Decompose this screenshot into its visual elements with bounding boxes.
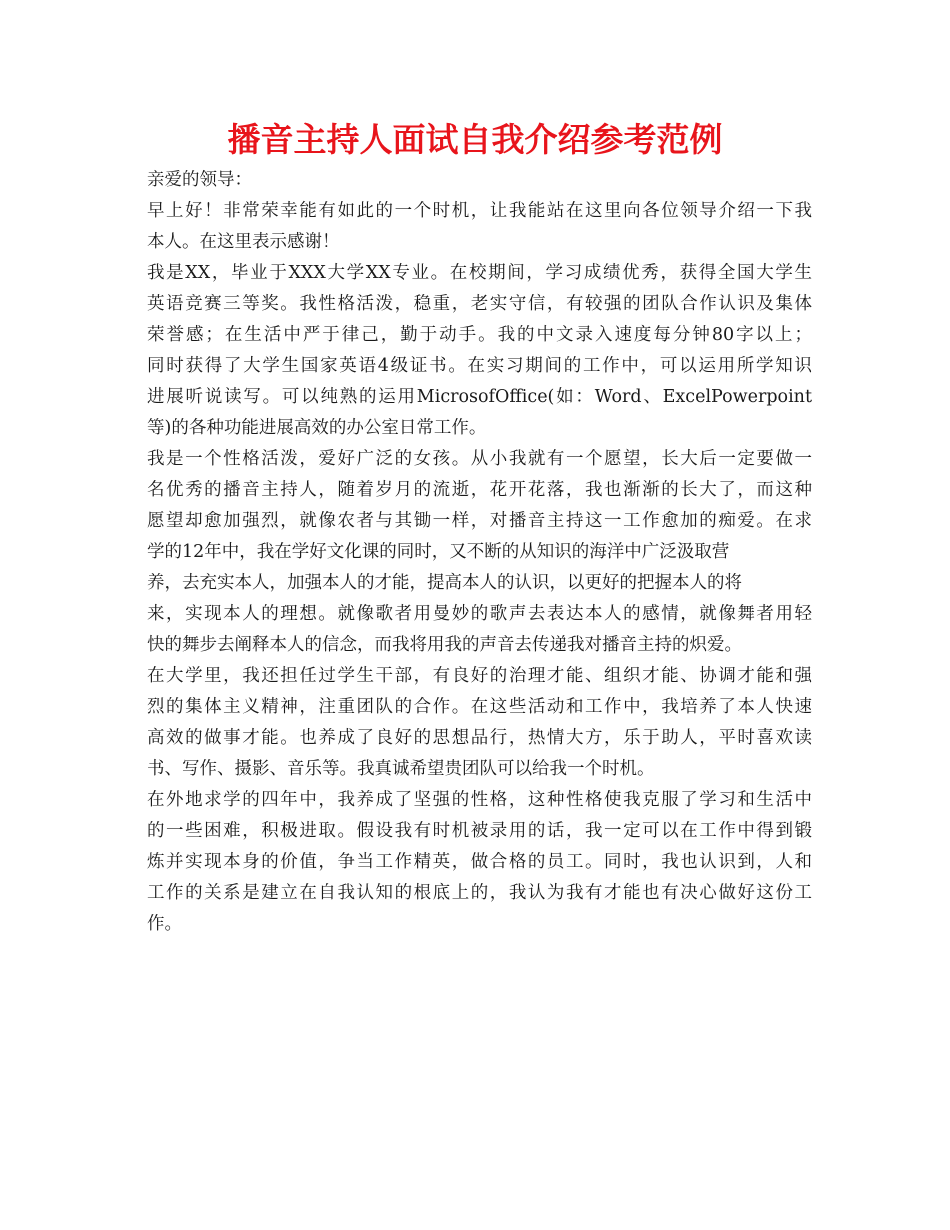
- text-line: 荣誉感；在生活中严于律己，勤于动手。我的中文录入速度每分钟80字以上；: [147, 325, 812, 345]
- text-line: 英语竞赛三等奖。我性格活泼，稳重，老实守信，有较强的团队合作认识及集体: [147, 294, 812, 314]
- text-line: 同时获得了大学生国家英语4级证书。在实习期间的工作中，可以运用所学知识: [147, 356, 812, 376]
- document-body: [147, 165, 812, 940]
- text-line: 名优秀的播音主持人，随着岁月的流逝，花开花落，我也渐渐的长大了，而这种: [147, 480, 812, 500]
- text-line: 作。: [147, 914, 182, 934]
- text-line: 高效的做事才能。也养成了良好的思想品行，热情大方，乐于助人，平时喜欢读: [147, 728, 812, 748]
- text-line: 亲爱的领导：: [147, 170, 252, 190]
- text-line: 在外地求学的四年中，我养成了坚强的性格，这种性格使我克服了学习和生活中: [147, 790, 812, 810]
- text-line: 早上好！非常荣幸能有如此的一个时机，让我能站在这里向各位领导介绍一下我: [147, 201, 812, 221]
- text-line: 的一些困难，积极进取。假设我有时机被录用的话，我一定可以在工作中得到锻: [147, 821, 812, 841]
- text-line: 书、写作、摄影、音乐等。我真诚希望贵团队可以给我一个时机。: [147, 759, 655, 779]
- text-line: 工作的关系是建立在自我认知的根底上的，我认为我有才能也有决心做好这份工: [147, 883, 812, 903]
- text-line: 进展听说读写。可以纯熟的运用MicrosofOffice(如：Word、ExcelPowerpoint: [147, 387, 812, 407]
- text-line: 烈的集体主义精神，注重团队的合作。在这些活动和工作中，我培养了本人快速: [147, 697, 812, 717]
- text-line: 养，去充实本人，加强本人的才能，提高本人的认识，以更好的把握本人的将: [147, 573, 742, 593]
- text-line: 在大学里，我还担任过学生干部，有良好的治理才能、组织才能、协调才能和强: [147, 666, 812, 686]
- text-line: 炼并实现本身的价值，争当工作精英，做合格的员工。同时，我也认识到，人和: [147, 852, 812, 872]
- text-line: 学的12年中，我在学好文化课的同时，又不断的从知识的海洋中广泛汲取营: [147, 542, 730, 562]
- text-line: 快的舞步去阐释本人的信念，而我将用我的声音去传递我对播音主持的炽爱。: [147, 635, 742, 655]
- text-line: 我是XX，毕业于XXX大学XX专业。在校期间，学习成绩优秀，获得全国大学生: [147, 263, 812, 283]
- text-line: 等)的各种功能进展高效的办公室日常工作。: [147, 418, 487, 438]
- text-line: 本人。在这里表示感谢！: [147, 232, 340, 252]
- document-title: 播音主持人面试自我介绍参考范例: [227, 120, 723, 159]
- text-line: 来，实现本人的理想。就像歌者用曼妙的歌声去表达本人的感情，就像舞者用轻: [147, 604, 812, 624]
- text-line: 我是一个性格活泼，爱好广泛的女孩。从小我就有一个愿望，长大后一定要做一: [147, 449, 812, 469]
- text-line: 愿望却愈加强烈，就像农者与其锄一样，对播音主持这一工作愈加的痴爱。在求: [147, 511, 812, 531]
